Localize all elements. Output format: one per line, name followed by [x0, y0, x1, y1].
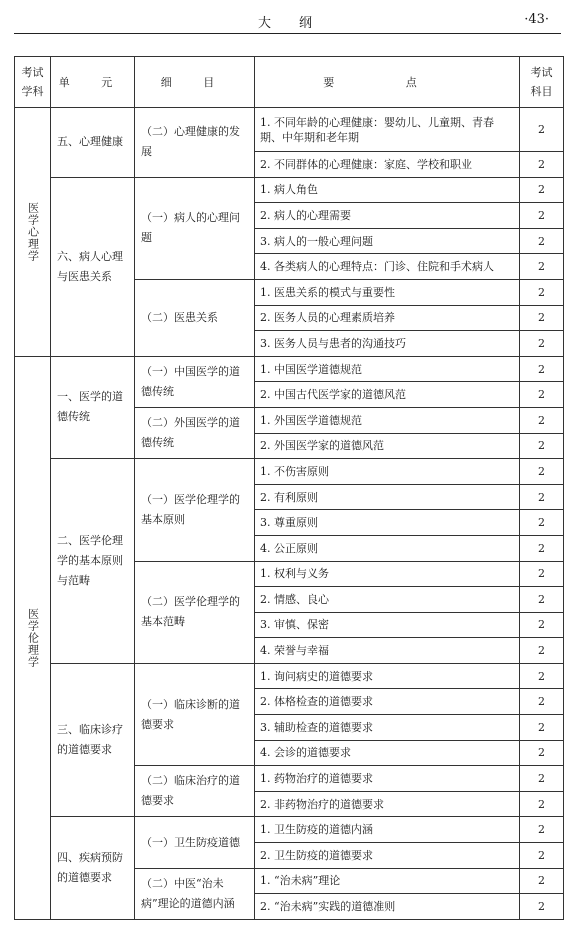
- unit-cell: 五、心理健康: [51, 108, 135, 178]
- point-cell: 2. 医务人员的心理素质培养: [255, 305, 520, 331]
- point-cell: 3. 审慎、保密: [255, 612, 520, 638]
- level-cell: 2: [520, 843, 564, 869]
- level-cell: 2: [520, 177, 564, 203]
- point-cell: 1. 询问病史的道德要求: [255, 663, 520, 689]
- header-points: 要 点: [255, 57, 520, 108]
- subject-cell: [15, 356, 51, 919]
- level-cell: 2: [520, 587, 564, 613]
- page-header: [0, 0, 575, 40]
- unit-cell: 四、疾病预防的道德要求: [51, 817, 135, 919]
- level-cell: 2: [520, 715, 564, 741]
- level-cell: 2: [520, 868, 564, 894]
- point-cell: 2. 中国古代医学家的道德风范: [255, 382, 520, 408]
- point-cell: 2. 非药物治疗的道德要求: [255, 791, 520, 817]
- level-cell: 2: [520, 331, 564, 357]
- point-cell: 2. 外国医学家的道德风范: [255, 433, 520, 459]
- point-cell: 2. 情感、良心: [255, 587, 520, 613]
- point-cell: 4. 荣誉与幸福: [255, 638, 520, 664]
- point-cell: 1. 外国医学道德规范: [255, 407, 520, 433]
- table-row: [15, 817, 564, 843]
- detail-cell: （一）中国医学的道德传统: [135, 356, 255, 407]
- level-cell: 2: [520, 254, 564, 280]
- point-cell: 1. 病人角色: [255, 177, 520, 203]
- unit-cell: 二、医学伦理学的基本原则与范畴: [51, 459, 135, 664]
- detail-cell: （二）医学伦理学的基本范畴: [135, 561, 255, 663]
- level-cell: 2: [520, 766, 564, 792]
- point-cell: 1. 卫生防疫的道德内涵: [255, 817, 520, 843]
- level-cell: 2: [520, 638, 564, 664]
- detail-cell: （一）卫生防疫道德: [135, 817, 255, 868]
- point-cell: 3. 辅助检查的道德要求: [255, 715, 520, 741]
- level-cell: 2: [520, 356, 564, 382]
- detail-cell: （一）病人的心理问题: [135, 177, 255, 279]
- header-rule: [14, 33, 561, 34]
- point-cell: 2. 有利原则: [255, 484, 520, 510]
- subject-cell: [15, 108, 51, 357]
- point-cell: 2. “治未病”实践的道德准则: [255, 894, 520, 920]
- header-unit: 单 元: [51, 57, 135, 108]
- level-cell: 2: [520, 894, 564, 920]
- point-cell: 1. “治未病”理论: [255, 868, 520, 894]
- subject-label: 医学心理学: [26, 201, 40, 262]
- point-cell: 2. 卫生防疫的道德要求: [255, 843, 520, 869]
- header-level: 考试 科目: [520, 57, 564, 108]
- point-cell: 1. 权利与义务: [255, 561, 520, 587]
- point-cell: 3. 医务人员与患者的沟通技巧: [255, 331, 520, 357]
- header-detail: 细 目: [135, 57, 255, 108]
- point-cell: 1. 不同年龄的心理健康：婴幼儿、儿童期、青春期、中年期和老年期: [255, 108, 520, 152]
- detail-cell: （二）外国医学的道德传统: [135, 407, 255, 458]
- table-row: [15, 459, 564, 485]
- point-cell: 4. 会诊的道德要求: [255, 740, 520, 766]
- point-cell: 1. 中国医学道德规范: [255, 356, 520, 382]
- level-cell: 2: [520, 561, 564, 587]
- point-cell: 4. 各类病人的心理特点：门诊、住院和手术病人: [255, 254, 520, 280]
- point-cell: 3. 病人的一般心理问题: [255, 228, 520, 254]
- table-header-row: [15, 57, 564, 108]
- level-cell: 2: [520, 612, 564, 638]
- detail-cell: （一）临床诊断的道德要求: [135, 663, 255, 765]
- detail-cell: （二）医患关系: [135, 279, 255, 356]
- table-row: [15, 663, 564, 689]
- page-title: 大纲: [258, 16, 341, 31]
- level-cell: 2: [520, 305, 564, 331]
- level-cell: 2: [520, 152, 564, 178]
- detail-cell: （一）医学伦理学的基本原则: [135, 459, 255, 561]
- level-cell: 2: [520, 689, 564, 715]
- syllabus-table: [14, 56, 564, 920]
- unit-cell: 六、病人心理与医患关系: [51, 177, 135, 356]
- level-cell: 2: [520, 510, 564, 536]
- unit-cell: 一、医学的道德传统: [51, 356, 135, 458]
- page-number: ·43·: [524, 12, 549, 27]
- table-row: [15, 356, 564, 382]
- point-cell: 3. 尊重原则: [255, 510, 520, 536]
- detail-cell: （二）中医“治未病”理论的道德内涵: [135, 868, 255, 919]
- level-cell: 2: [520, 459, 564, 485]
- level-cell: 2: [520, 228, 564, 254]
- point-cell: 1. 不伤害原则: [255, 459, 520, 485]
- level-cell: 2: [520, 203, 564, 229]
- level-cell: 2: [520, 433, 564, 459]
- point-cell: 2. 病人的心理需要: [255, 203, 520, 229]
- level-cell: 2: [520, 791, 564, 817]
- header-subject: 考试 学科: [15, 57, 51, 108]
- point-cell: 4. 公正原则: [255, 535, 520, 561]
- level-cell: 2: [520, 535, 564, 561]
- level-cell: 2: [520, 382, 564, 408]
- subject-label: 医学伦理学: [26, 607, 40, 668]
- detail-cell: （二）心理健康的发展: [135, 108, 255, 178]
- point-cell: 2. 体格检查的道德要求: [255, 689, 520, 715]
- point-cell: 1. 医患关系的模式与重要性: [255, 279, 520, 305]
- level-cell: 2: [520, 108, 564, 152]
- level-cell: 2: [520, 740, 564, 766]
- level-cell: 2: [520, 484, 564, 510]
- table-row: [15, 177, 564, 203]
- level-cell: 2: [520, 279, 564, 305]
- level-cell: 2: [520, 407, 564, 433]
- point-cell: 2. 不同群体的心理健康：家庭、学校和职业: [255, 152, 520, 178]
- unit-cell: 三、临床诊疗的道德要求: [51, 663, 135, 817]
- detail-cell: （二）临床治疗的道德要求: [135, 766, 255, 817]
- table-row: [15, 108, 564, 152]
- level-cell: 2: [520, 663, 564, 689]
- point-cell: 1. 药物治疗的道德要求: [255, 766, 520, 792]
- level-cell: 2: [520, 817, 564, 843]
